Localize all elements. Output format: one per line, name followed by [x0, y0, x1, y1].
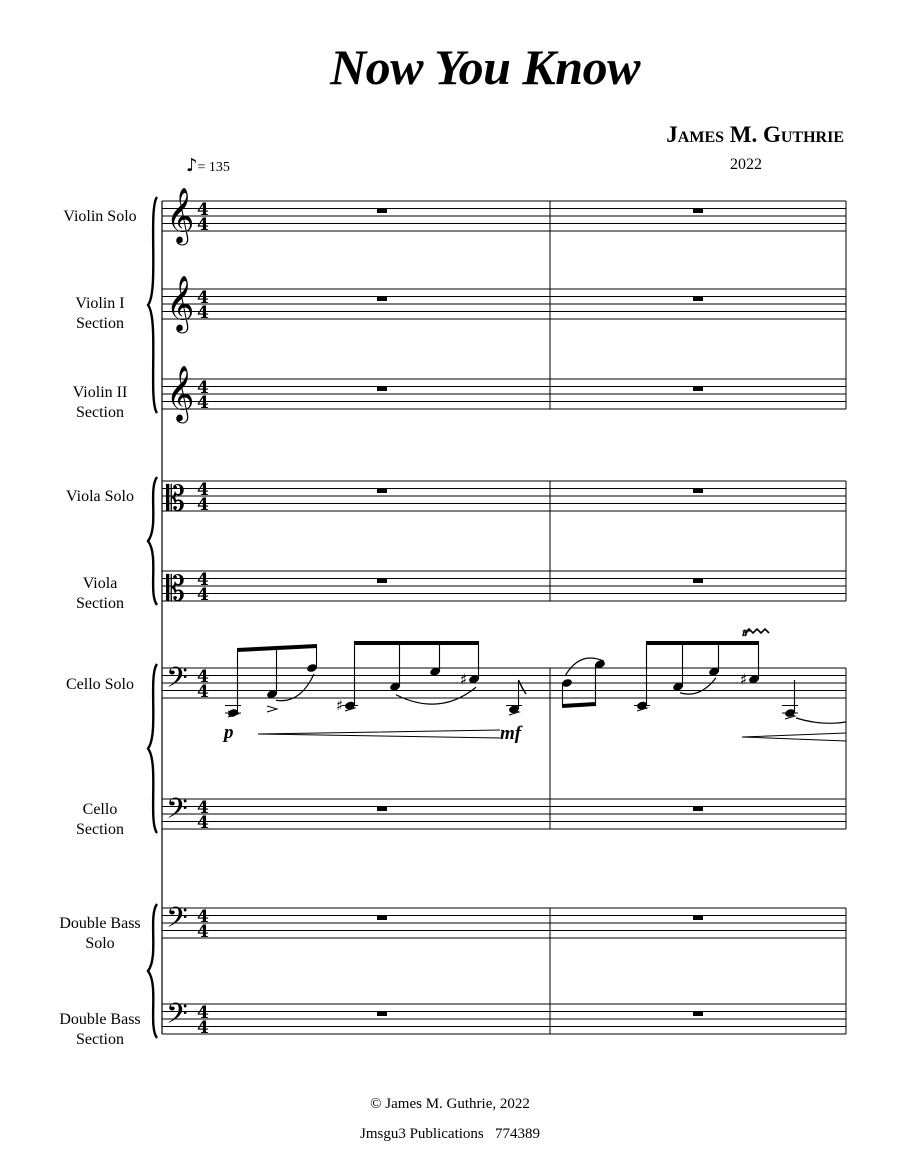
- whole-rest: [693, 489, 703, 494]
- instrument-label-double-bass-solo: Double Bass Solo: [59, 915, 141, 952]
- staff-violin-i-section: [162, 276, 846, 334]
- whole-rest: [377, 1012, 387, 1017]
- dynamic-p: p: [224, 722, 234, 743]
- instrument-label-violin-i-section: Violin I Section: [75, 295, 125, 332]
- double-basses-brace: [148, 904, 157, 1038]
- instrument-label-violin-solo: Violin Solo: [63, 208, 137, 225]
- note-flag: [519, 680, 527, 694]
- violins-brace: [148, 197, 157, 413]
- bass-clef-icon: 𝄢: [166, 792, 188, 833]
- score-title: Now You Know: [330, 39, 640, 95]
- whole-rest: [377, 297, 387, 302]
- whole-rest: [693, 579, 703, 584]
- treble-clef-icon: 𝄞: [166, 275, 195, 332]
- time-signature-bottom: 4: [197, 682, 209, 702]
- whole-rest: [377, 807, 387, 812]
- beam: [237, 646, 317, 650]
- time-signature-bottom: 4: [197, 215, 209, 235]
- time-signature-top: 4: [197, 378, 209, 398]
- crescendo-hairpin: [258, 730, 500, 738]
- time-signature-bottom: 4: [197, 922, 209, 942]
- whole-rest: [377, 387, 387, 392]
- whole-rest: [377, 579, 387, 584]
- instrument-label-cello-solo: Cello Solo: [65, 676, 134, 693]
- sharp-icon: ♯: [460, 670, 468, 689]
- accent-mark: [267, 706, 277, 712]
- sharp-icon: ♯: [740, 670, 748, 689]
- slur: [396, 687, 476, 704]
- whole-rest: [693, 916, 703, 921]
- time-signature-bottom: 4: [197, 813, 209, 833]
- sharp-icon: ♯: [336, 696, 344, 715]
- publisher-line: Jmsgu3 Publications 774389: [359, 1126, 540, 1142]
- staff-violin-ii-section: [162, 366, 846, 424]
- staff-cello-section: [162, 793, 846, 834]
- alto-clef-icon: 𝄡: [166, 479, 185, 519]
- instrument-label-cello-section: Cello Section: [76, 801, 124, 838]
- mordent-icon: 𝆖: [742, 625, 750, 640]
- cello-solo-notation: [222, 625, 846, 744]
- instrument-label-violin-ii-section: Violin II Section: [72, 384, 128, 421]
- whole-rest: [693, 209, 703, 214]
- beam: [562, 704, 596, 706]
- whole-rest: [377, 916, 387, 921]
- treble-clef-icon: 𝄞: [166, 365, 195, 422]
- time-signature-top: 4: [197, 907, 209, 927]
- time-signature-top: 4: [197, 1003, 209, 1023]
- instrument-label-viola-solo: Viola Solo: [66, 488, 134, 505]
- violas-brace: [148, 477, 157, 605]
- time-signature-top: 4: [197, 798, 209, 818]
- time-signature-bottom: 4: [197, 1018, 209, 1038]
- time-signature-bottom: 4: [197, 495, 209, 515]
- whole-rest: [693, 387, 703, 392]
- whole-rest: [693, 1012, 703, 1017]
- tie: [796, 718, 846, 723]
- whole-rest: [377, 489, 387, 494]
- staff-group: [148, 188, 846, 1039]
- whole-rest: [693, 297, 703, 302]
- diminuendo-hairpin: [742, 733, 846, 741]
- whole-rest: [377, 209, 387, 214]
- tempo-value: = 135: [197, 160, 230, 175]
- composer-name: James M. Guthrie: [666, 122, 844, 147]
- staff-double-bass-section: [162, 998, 846, 1039]
- time-signature-top: 4: [197, 200, 209, 220]
- staff-double-bass-solo: [162, 902, 846, 943]
- time-signature-top: 4: [197, 667, 209, 687]
- time-signature-bottom: 4: [197, 303, 209, 323]
- alto-clef-icon: 𝄡: [166, 569, 185, 609]
- instrument-label-double-bass-section: Double Bass Section: [59, 1011, 141, 1048]
- time-signature-top: 4: [197, 570, 209, 590]
- time-signature-bottom: 4: [197, 585, 209, 605]
- whole-rest: [693, 807, 703, 812]
- bass-clef-icon: 𝄢: [166, 901, 188, 942]
- treble-clef-icon: 𝄞: [166, 187, 195, 244]
- time-signature-top: 4: [197, 288, 209, 308]
- slur: [680, 678, 716, 694]
- staff-viola-solo: [162, 479, 846, 519]
- instrument-label-viola-section: Viola Section: [76, 575, 124, 612]
- dynamic-mf: mf: [500, 723, 522, 744]
- time-signature-top: 4: [197, 480, 209, 500]
- copyright-notice: © James M. Guthrie, 2022: [370, 1096, 530, 1112]
- eighth-note-icon: ♪: [186, 155, 198, 176]
- staff-viola-section: [162, 569, 846, 609]
- staff-violin-solo: [162, 188, 846, 246]
- composition-year: 2022: [730, 156, 762, 173]
- bass-clef-icon: 𝄢: [166, 997, 188, 1038]
- slur: [276, 674, 314, 701]
- time-signature-bottom: 4: [197, 393, 209, 413]
- cellos-brace: [148, 664, 157, 833]
- bass-clef-icon: 𝄢: [166, 661, 188, 702]
